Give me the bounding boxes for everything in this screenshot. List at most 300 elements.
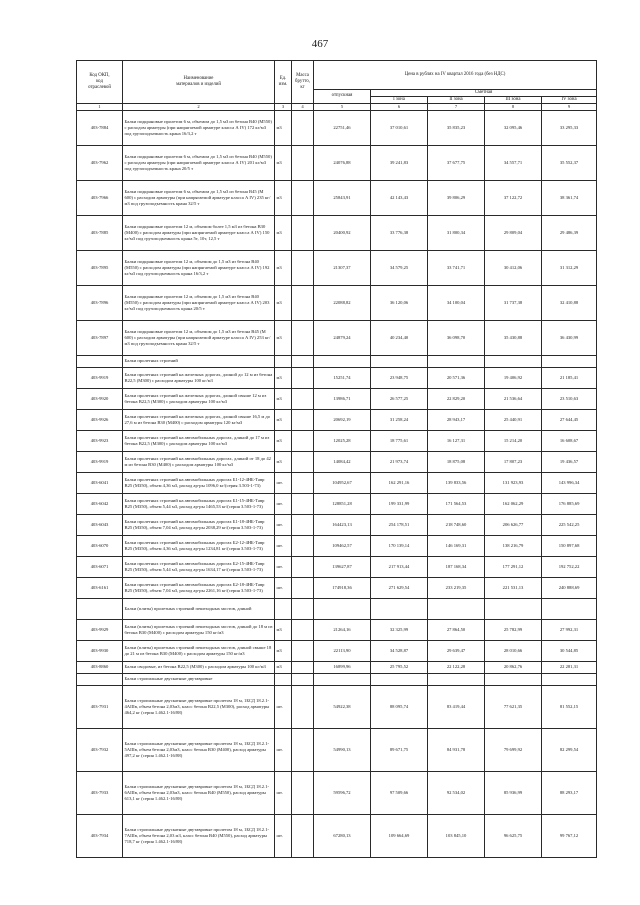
row-price-zone-2: 31 800,34 bbox=[428, 215, 485, 250]
row-price-zone-3: 79 699,92 bbox=[485, 728, 542, 771]
row-release-price: 14084,42 bbox=[314, 451, 371, 472]
row-price-zone-4: 30 544,85 bbox=[542, 640, 597, 661]
col-index: 7 bbox=[428, 103, 485, 110]
row-price-zone-1: 271 629,54 bbox=[371, 577, 428, 598]
row-price-zone-2: 103 845,10 bbox=[428, 814, 485, 857]
table-row bbox=[77, 661, 597, 673]
row-name: Балки подкрановые пролетом 12 м, объемом до 1,5 м3 из бетона В40 (М550) с расходом арматуры (при напрягаемой арматуре класса А IV) 203 кг/м3 под грузоподъемность крана 20/5 т bbox=[123, 285, 275, 320]
row-release-price bbox=[314, 355, 371, 367]
row-price-zone-4 bbox=[542, 355, 597, 367]
row-mass bbox=[292, 619, 314, 640]
page-number: 467 bbox=[311, 38, 329, 50]
row-price-zone-4: 19 436,57 bbox=[542, 451, 597, 472]
row-mass bbox=[292, 728, 314, 771]
row-unit: м3 bbox=[275, 215, 292, 250]
row-name: Балки (плиты) пролетных строений пешеходных мостов, длиной bbox=[123, 598, 275, 619]
row-price-zone-1: 21 973,74 bbox=[371, 451, 428, 472]
table-row bbox=[77, 388, 597, 409]
row-price-zone-1: 33 776,38 bbox=[371, 215, 428, 250]
row-mass bbox=[292, 535, 314, 556]
row-unit: м3 bbox=[275, 640, 292, 661]
row-price-zone-1 bbox=[371, 673, 428, 685]
row-mass bbox=[292, 685, 314, 728]
row-release-price: 104952,67 bbox=[314, 472, 371, 493]
row-name: Балки стропильные двускатные двутавровые пролетом 18 м, 1БСД 18.2.1-4АIIIв, объем бетона 2,03м3, класс бетона В22,5 (М300), расход арматуры 464,2 кг (серия 1.462.1-16/88) bbox=[123, 685, 275, 728]
row-price-zone-1: 42 143,43 bbox=[371, 180, 428, 215]
row-price-zone-1: 34 579,25 bbox=[371, 250, 428, 285]
row-name: Балки стропильные двускатные двутавровые пролетом 18 м, 1БСД 18.2.1-6АIIIв, объем бетона 2,03м3, класс бетона В40 (М550), расход арматуры 613,1 кг (серия 1.462.1-16/88) bbox=[123, 771, 275, 814]
row-price-zone-1: 254 178,51 bbox=[371, 514, 428, 535]
table-row bbox=[77, 556, 597, 577]
row-price-zone-3: 85 936,99 bbox=[485, 771, 542, 814]
row-mass bbox=[292, 640, 314, 661]
row-price-zone-2: 33 741,71 bbox=[428, 250, 485, 285]
row-price-zone-1: 31 258,24 bbox=[371, 409, 428, 430]
row-unit: м3 bbox=[275, 250, 292, 285]
row-price-zone-1: 36 120,06 bbox=[371, 285, 428, 320]
row-name: Балки пролетных строений на автомобильных дорогах Б1-18-4НБ-Тавр В25 (М350), объем 7,04 м3, расход ар-ры 2038,29 кг/(серия 3.503-1-73) bbox=[123, 514, 275, 535]
row-price-zone-4: 99 767,12 bbox=[542, 814, 597, 857]
row-name: Балки пролетных строений на автомобильных дорогах Б2-15-4НБ-Тавр В25 (М350), объем 5,44 м3, расход ар-ры 1634,17 кг/(серия 3.503-1-73) bbox=[123, 556, 275, 577]
row-price-zone-4: 33 295,33 bbox=[542, 110, 597, 145]
row-price-zone-1: 32 325,99 bbox=[371, 619, 428, 640]
row-name: Балки пролетных строений bbox=[123, 355, 275, 367]
row-mass bbox=[292, 430, 314, 451]
row-code bbox=[77, 598, 123, 619]
row-price-zone-1: 170 139,14 bbox=[371, 535, 428, 556]
table-row bbox=[77, 320, 597, 355]
col-index: 4 bbox=[292, 103, 314, 110]
row-code bbox=[77, 673, 123, 685]
row-code: 403-6043 bbox=[77, 514, 123, 535]
row-release-price: 22113,90 bbox=[314, 640, 371, 661]
table-row bbox=[77, 514, 597, 535]
row-unit bbox=[275, 355, 292, 367]
row-mass bbox=[292, 355, 314, 367]
row-mass bbox=[292, 285, 314, 320]
row-price-zone-4: 240 888,69 bbox=[542, 577, 597, 598]
row-name: Балки (плиты) пролетных строений пешеходных мостов, длиной свыше 18 до 21 м из бетона В30 (М400) с расходом арматуры 150 кг/м3 bbox=[123, 640, 275, 661]
row-unit: м3 bbox=[275, 430, 292, 451]
row-name: Балки стропильные двускатные двутавровые пролетом 18 м, 1БСД 18.2.1-5АIIIв, объем бетона 2,03м3, класс бетона В30 (М400), расход арматуры 497,2 кг (серия 1.462.1-16/88) bbox=[123, 728, 275, 771]
header-unit: Ед. изм. bbox=[275, 61, 292, 104]
row-code: 403-8860 bbox=[77, 661, 123, 673]
row-mass bbox=[292, 514, 314, 535]
row-release-price: 20400,92 bbox=[314, 215, 371, 250]
row-mass bbox=[292, 320, 314, 355]
row-unit: м3 bbox=[275, 409, 292, 430]
row-code: 403-7962 bbox=[77, 145, 123, 180]
row-mass bbox=[292, 145, 314, 180]
row-price-zone-4: 38 361,74 bbox=[542, 180, 597, 215]
row-mass bbox=[292, 673, 314, 685]
row-name: Балки пролетных строений на автомобильных дорогах Б2-18-4НБ-Тавр В25 (М350), объем 7,04 м3, расход ар-ры 2261,16 кг/(серия 3.503-1-73) bbox=[123, 577, 275, 598]
col-index: 6 bbox=[371, 103, 428, 110]
row-name: Балки пролетных строений на железных дорогах, длиной свыше 16,5 м до 27,6 м из бетона В30 (М400) с расходом арматуры 120 кг/м3 bbox=[123, 409, 275, 430]
row-price-zone-1: 37 010,61 bbox=[371, 110, 428, 145]
row-price-zone-3: 162 062,29 bbox=[485, 493, 542, 514]
row-release-price: 24879,24 bbox=[314, 320, 371, 355]
row-release-price: 164423,13 bbox=[314, 514, 371, 535]
col-index: 8 bbox=[485, 103, 542, 110]
row-price-zone-4: 35 552,37 bbox=[542, 145, 597, 180]
row-price-zone-3: 34 557,71 bbox=[485, 145, 542, 180]
row-price-zone-4: 29 486,39 bbox=[542, 215, 597, 250]
row-price-zone-1: 217 913,44 bbox=[371, 556, 428, 577]
row-release-price: 12025,28 bbox=[314, 430, 371, 451]
table-row bbox=[77, 814, 597, 857]
row-price-zone-3: 32 095,46 bbox=[485, 110, 542, 145]
row-release-price: 54990,13 bbox=[314, 728, 371, 771]
row-price-zone-1: 23 948,75 bbox=[371, 367, 428, 388]
row-price-zone-4: 31 312,29 bbox=[542, 250, 597, 285]
row-release-price: 20692,19 bbox=[314, 409, 371, 430]
row-price-zone-3: 25 440,91 bbox=[485, 409, 542, 430]
row-name: Балки подкрановые пролетом 6 м, объемом до 1,5 м3 из бетона В45 (М 600) с расходом арматуры (при напрягаемой арматуре класса А IV) 235 кг/м3 под грузоподъемность крана 32/5 т bbox=[123, 180, 275, 215]
row-price-zone-4: 36 430,99 bbox=[542, 320, 597, 355]
row-price-zone-2: 16 127,31 bbox=[428, 430, 485, 451]
row-unit: шт. bbox=[275, 535, 292, 556]
row-price-zone-2: 218 748,60 bbox=[428, 514, 485, 535]
row-price-zone-3: 177 291,12 bbox=[485, 556, 542, 577]
row-release-price: 15251,74 bbox=[314, 367, 371, 388]
row-price-zone-3: 25 782,99 bbox=[485, 619, 542, 640]
row-price-zone-4 bbox=[542, 598, 597, 619]
row-name: Балки стропильные двускатные двутавровые bbox=[123, 673, 275, 685]
row-price-zone-2: 36 098,70 bbox=[428, 320, 485, 355]
row-price-zone-4 bbox=[542, 673, 597, 685]
table-row bbox=[77, 180, 597, 215]
row-price-zone-3: 31 737,38 bbox=[485, 285, 542, 320]
row-price-zone-2: 83 419,44 bbox=[428, 685, 485, 728]
row-unit bbox=[275, 673, 292, 685]
row-code: 403-7932 bbox=[77, 728, 123, 771]
row-name: Балки (плиты) пролетных строений пешеходных мостов, длиной до 18 м из бетона В30 (М400) с расходом арматуры 150 кг/м3 bbox=[123, 619, 275, 640]
row-price-zone-1: 89 671,75 bbox=[371, 728, 428, 771]
row-release-price: 13986,71 bbox=[314, 388, 371, 409]
row-unit: м3 bbox=[275, 388, 292, 409]
row-price-zone-3: 19 406,92 bbox=[485, 367, 542, 388]
row-price-zone-2: 92 534,02 bbox=[428, 771, 485, 814]
header-code: Код ОКП, код отраслевой bbox=[77, 61, 123, 104]
row-name: Балки пролетных строений на железных дорогах, длиной до 12 м из бетона В22,5 (М300) с расходом арматуры 100 кг/м3 bbox=[123, 367, 275, 388]
row-name: Балки пролетных строений на автомобильных дорогах Б1-15-4НБ-Тавр В25 (М350), объем 5,44 м3, расход ар-ры 1465,53 кг/(серия 3.503-1-73) bbox=[123, 493, 275, 514]
row-code: 403-7966 bbox=[77, 180, 123, 215]
row-release-price: 22088,82 bbox=[314, 285, 371, 320]
table-row bbox=[77, 535, 597, 556]
row-mass bbox=[292, 409, 314, 430]
row-unit: шт. bbox=[275, 556, 292, 577]
row-price-zone-4: 225 542,25 bbox=[542, 514, 597, 535]
row-release-price: 59596,72 bbox=[314, 771, 371, 814]
table-row bbox=[77, 640, 597, 661]
row-release-price: 174918,36 bbox=[314, 577, 371, 598]
row-price-zone-2 bbox=[428, 673, 485, 685]
row-unit: м3 bbox=[275, 367, 292, 388]
row-name: Балки подкрановые пролетом 12 м, объемом до 1,5 м3 из бетона В40 (М550) с расходом арматуры (при напрягаемой арматуре класса А IV) 192 кг/м3 под грузоподъемность крана 16/3,2 т bbox=[123, 250, 275, 285]
row-price-zone-4: 27 992,31 bbox=[542, 619, 597, 640]
row-release-price: 139627,87 bbox=[314, 556, 371, 577]
row-name: Балки пролетных строений на автомобильных дорогах Б1-12-4НБ-Тавр В25 (М350), объем 4,36 м3, расход ар-ры 1096,0 кг/(серия 3.503-1-73) bbox=[123, 472, 275, 493]
column-index-row bbox=[77, 103, 597, 110]
row-code: 403-7884 bbox=[77, 110, 123, 145]
row-code: 403-9926 bbox=[77, 409, 123, 430]
table-row bbox=[77, 355, 597, 367]
table-row bbox=[77, 493, 597, 514]
row-mass bbox=[292, 110, 314, 145]
header-zone-2: II зона bbox=[428, 96, 485, 103]
row-name: Балки подкрановые пролетом 6 м, объемом до 1,5 м3 из бетона В40 (М550) с расходом арматуры (при напрягаемой арматуре класса А IV) 201 кг/м3 под грузоподъемность крана 20/5 т bbox=[123, 145, 275, 180]
row-price-zone-4: 82 299,54 bbox=[542, 728, 597, 771]
col-index: 3 bbox=[275, 103, 292, 110]
row-price-zone-4: 81 552,15 bbox=[542, 685, 597, 728]
row-price-zone-4: 176 885,69 bbox=[542, 493, 597, 514]
row-code: 403-9919 bbox=[77, 367, 123, 388]
row-price-zone-3 bbox=[485, 673, 542, 685]
row-code bbox=[77, 355, 123, 367]
row-mass bbox=[292, 472, 314, 493]
row-price-zone-2: 233 219,35 bbox=[428, 577, 485, 598]
table-row bbox=[77, 145, 597, 180]
row-name: Балки сводовые, из бетона В22,5 (М300) с расходом арматуры 100 кг/м3 bbox=[123, 661, 275, 673]
row-price-zone-1: 97 509,66 bbox=[371, 771, 428, 814]
row-price-zone-3 bbox=[485, 598, 542, 619]
row-name: Балки пролетных строений на автомобильных дорогах, длиной до 17 м из бетона В22,5 (М300) с расходом арматуры 100 кг/м3 bbox=[123, 430, 275, 451]
row-mass bbox=[292, 771, 314, 814]
row-price-zone-1: 88 095,74 bbox=[371, 685, 428, 728]
row-price-zone-3: 28 010,66 bbox=[485, 640, 542, 661]
row-name: Балки пролетных строений на автомобильных дорогах, длиной от 18 до 42 м из бетона В30 (М400) с расходом арматуры 100 кг/м3 bbox=[123, 451, 275, 472]
col-index: 2 bbox=[123, 103, 275, 110]
row-price-zone-3: 17 807,23 bbox=[485, 451, 542, 472]
row-unit: шт. bbox=[275, 577, 292, 598]
row-price-zone-2: 18 875,08 bbox=[428, 451, 485, 472]
row-price-zone-3: 35 430,88 bbox=[485, 320, 542, 355]
row-name: Балки подкрановые пролетом 12 м, объемом более 1,5 м3 из бетона В30 (М400) с расходом арматуры (при напрягаемой арматуре класса А IV) 150 кг/м3 под грузоподъемность крана 5т, 10т, 12,5 т bbox=[123, 215, 275, 250]
table-row bbox=[77, 685, 597, 728]
row-release-price bbox=[314, 598, 371, 619]
row-price-zone-3: 206 626,77 bbox=[485, 514, 542, 535]
row-price-zone-4: 143 996,34 bbox=[542, 472, 597, 493]
row-price-zone-2: 35 835,23 bbox=[428, 110, 485, 145]
row-code: 403-9929 bbox=[77, 619, 123, 640]
row-unit: м3 bbox=[275, 619, 292, 640]
table-row bbox=[77, 771, 597, 814]
table-row bbox=[77, 110, 597, 145]
row-release-price: 16899,96 bbox=[314, 661, 371, 673]
row-mass bbox=[292, 493, 314, 514]
table-row bbox=[77, 409, 597, 430]
row-price-zone-1: 25 795,52 bbox=[371, 661, 428, 673]
row-name: Балки стропильные двускатные двутавровые пролетом 18 м, 1БСД 18.2.1-7АIIIв, объем бетона 2,03 м3, класс бетона В40 (М550), расход арматуры 718,7 кг (серия 1.462.1-16/88) bbox=[123, 814, 275, 857]
row-mass bbox=[292, 661, 314, 673]
row-price-zone-3: 96 625,75 bbox=[485, 814, 542, 857]
row-price-zone-1: 109 664,69 bbox=[371, 814, 428, 857]
row-price-zone-4: 27 644,45 bbox=[542, 409, 597, 430]
row-code: 403-6041 bbox=[77, 472, 123, 493]
row-price-zone-2 bbox=[428, 355, 485, 367]
row-price-zone-3: 77 621,35 bbox=[485, 685, 542, 728]
row-unit: шт. bbox=[275, 685, 292, 728]
row-price-zone-3: 138 216,79 bbox=[485, 535, 542, 556]
row-release-price: 21307,37 bbox=[314, 250, 371, 285]
table-header bbox=[77, 61, 597, 111]
row-code: 403-6071 bbox=[77, 556, 123, 577]
row-price-zone-1: 26 577,25 bbox=[371, 388, 428, 409]
row-unit: м3 bbox=[275, 110, 292, 145]
row-price-zone-4: 16 608,67 bbox=[542, 430, 597, 451]
row-price-zone-2: 84 931,78 bbox=[428, 728, 485, 771]
row-price-zone-1: 199 331,99 bbox=[371, 493, 428, 514]
row-price-zone-3: 131 923,93 bbox=[485, 472, 542, 493]
row-mass bbox=[292, 598, 314, 619]
row-price-zone-4: 192 752,22 bbox=[542, 556, 597, 577]
row-mass bbox=[292, 556, 314, 577]
row-code: 403-9923 bbox=[77, 430, 123, 451]
header-zone-4: IV зона bbox=[542, 96, 597, 103]
table-row bbox=[77, 728, 597, 771]
row-price-zone-4: 150 897,68 bbox=[542, 535, 597, 556]
row-name: Балки подкрановые пролетом 6 м, объемом до 1,5 м3 из бетона В40 (М550) с расходом арматуры (при напрягаемой арматуре класса А IV) 172 кг/м3 под грузоподъемность крана 16/3,2 т bbox=[123, 110, 275, 145]
table-row bbox=[77, 619, 597, 640]
table-row bbox=[77, 673, 597, 685]
row-name: Балки пролетных строений на автомобильных дорогах Б2-12-4НБ-Тавр В25 (М350), объем 4,36 м3, расход ар-ры 1234,81 кг/(серия 3.503-1-73) bbox=[123, 535, 275, 556]
row-unit: м3 bbox=[275, 145, 292, 180]
row-price-zone-3: 15 214,20 bbox=[485, 430, 542, 451]
row-unit: шт. bbox=[275, 814, 292, 857]
row-code: 403-7895 bbox=[77, 250, 123, 285]
row-release-price: 128851,28 bbox=[314, 493, 371, 514]
row-price-zone-2: 187 168,34 bbox=[428, 556, 485, 577]
row-name: Балки пролетных строений на железных дорогах, длиной свыше 12 м из бетона В22,5 (М300) с расходом арматуры 100 кг/м3 bbox=[123, 388, 275, 409]
row-release-price: 25843,91 bbox=[314, 180, 371, 215]
col-index: 9 bbox=[542, 103, 597, 110]
header-release-price: отпускная bbox=[314, 90, 371, 104]
row-price-zone-3: 29 809,04 bbox=[485, 215, 542, 250]
row-price-zone-2: 171 564,53 bbox=[428, 493, 485, 514]
row-code: 403-7897 bbox=[77, 320, 123, 355]
table-row bbox=[77, 577, 597, 598]
table-row bbox=[77, 215, 597, 250]
row-code: 403-9919 bbox=[77, 451, 123, 472]
row-release-price: 54922,38 bbox=[314, 685, 371, 728]
row-price-zone-3: 20 862,76 bbox=[485, 661, 542, 673]
row-price-zone-4: 88 293,17 bbox=[542, 771, 597, 814]
row-unit: м3 bbox=[275, 180, 292, 215]
row-code: 403-7931 bbox=[77, 685, 123, 728]
row-price-zone-2: 22 122,28 bbox=[428, 661, 485, 673]
table-row bbox=[77, 285, 597, 320]
header-estimate-price: Сметная bbox=[371, 90, 597, 97]
header-zone-1: I зона bbox=[371, 96, 428, 103]
row-price-zone-3: 221 531,13 bbox=[485, 577, 542, 598]
row-code: 403-7934 bbox=[77, 814, 123, 857]
row-mass bbox=[292, 577, 314, 598]
row-price-zone-1 bbox=[371, 598, 428, 619]
table-row bbox=[77, 430, 597, 451]
row-mass bbox=[292, 388, 314, 409]
row-mass bbox=[292, 451, 314, 472]
price-table bbox=[76, 60, 597, 858]
row-name: Балки подкрановые пролетом 12 м, объемом до 1,5 м3 из бетона В45 (М 600) с расходом арматуры (при напрягаемой арматуре класса А IV) 253 кг/м3 под грузоподъемность крана 32/5 т bbox=[123, 320, 275, 355]
row-release-price: 109462,57 bbox=[314, 535, 371, 556]
row-release-price: 24076,88 bbox=[314, 145, 371, 180]
row-price-zone-2: 27 864,50 bbox=[428, 619, 485, 640]
row-unit: м3 bbox=[275, 320, 292, 355]
row-price-zone-4: 22 281,31 bbox=[542, 661, 597, 673]
row-price-zone-2: 37 677,75 bbox=[428, 145, 485, 180]
row-price-zone-3 bbox=[485, 355, 542, 367]
row-release-price: 22751,46 bbox=[314, 110, 371, 145]
header-zone-3: III зона bbox=[485, 96, 542, 103]
row-price-zone-2: 139 833,56 bbox=[428, 472, 485, 493]
table-row bbox=[77, 451, 597, 472]
row-price-zone-4: 32 410,88 bbox=[542, 285, 597, 320]
table-row bbox=[77, 472, 597, 493]
table-row bbox=[77, 367, 597, 388]
row-mass bbox=[292, 180, 314, 215]
row-code: 403-9930 bbox=[77, 640, 123, 661]
table-row bbox=[77, 250, 597, 285]
row-mass bbox=[292, 814, 314, 857]
row-price-zone-4: 21 185,41 bbox=[542, 367, 597, 388]
row-code: 403-7885 bbox=[77, 215, 123, 250]
row-price-zone-1 bbox=[371, 355, 428, 367]
row-price-zone-2: 29 639,47 bbox=[428, 640, 485, 661]
row-mass bbox=[292, 367, 314, 388]
row-price-zone-1: 18 775,61 bbox=[371, 430, 428, 451]
row-price-zone-1: 39 241,83 bbox=[371, 145, 428, 180]
row-price-zone-3: 21 536,64 bbox=[485, 388, 542, 409]
row-mass bbox=[292, 250, 314, 285]
col-index: 1 bbox=[77, 103, 123, 110]
row-unit: м3 bbox=[275, 451, 292, 472]
row-unit: шт. bbox=[275, 728, 292, 771]
row-unit: шт. bbox=[275, 771, 292, 814]
header-price-title: Цена в рублях на IV квартал 2016 года (без НДС) bbox=[314, 61, 597, 90]
row-price-zone-2: 34 100,04 bbox=[428, 285, 485, 320]
row-price-zone-2 bbox=[428, 598, 485, 619]
row-code: 403-6070 bbox=[77, 535, 123, 556]
row-release-price: 21264,16 bbox=[314, 619, 371, 640]
row-unit: м3 bbox=[275, 285, 292, 320]
row-price-zone-1: 40 234,40 bbox=[371, 320, 428, 355]
row-unit: шт. bbox=[275, 514, 292, 535]
row-price-zone-1: 34 528,87 bbox=[371, 640, 428, 661]
row-release-price bbox=[314, 673, 371, 685]
row-unit bbox=[275, 598, 292, 619]
row-price-zone-2: 22 829,20 bbox=[428, 388, 485, 409]
row-price-zone-3: 37 122,72 bbox=[485, 180, 542, 215]
row-unit: шт. bbox=[275, 493, 292, 514]
row-code: 403-7896 bbox=[77, 285, 123, 320]
row-unit: м3 bbox=[275, 661, 292, 673]
row-code: 403-6161 bbox=[77, 577, 123, 598]
header-mass: Масса брутто, кг bbox=[292, 61, 314, 104]
row-price-zone-2: 20 571,36 bbox=[428, 367, 485, 388]
row-price-zone-2: 146 169,31 bbox=[428, 535, 485, 556]
row-code: 403-6042 bbox=[77, 493, 123, 514]
row-code: 403-7933 bbox=[77, 771, 123, 814]
table-row bbox=[77, 598, 597, 619]
row-mass bbox=[292, 215, 314, 250]
row-price-zone-2: 39 806,29 bbox=[428, 180, 485, 215]
col-index: 5 bbox=[314, 103, 371, 110]
row-price-zone-3: 30 412,06 bbox=[485, 250, 542, 285]
row-price-zone-1: 162 291,16 bbox=[371, 472, 428, 493]
table-body bbox=[77, 110, 597, 857]
row-price-zone-4: 23 510,63 bbox=[542, 388, 597, 409]
